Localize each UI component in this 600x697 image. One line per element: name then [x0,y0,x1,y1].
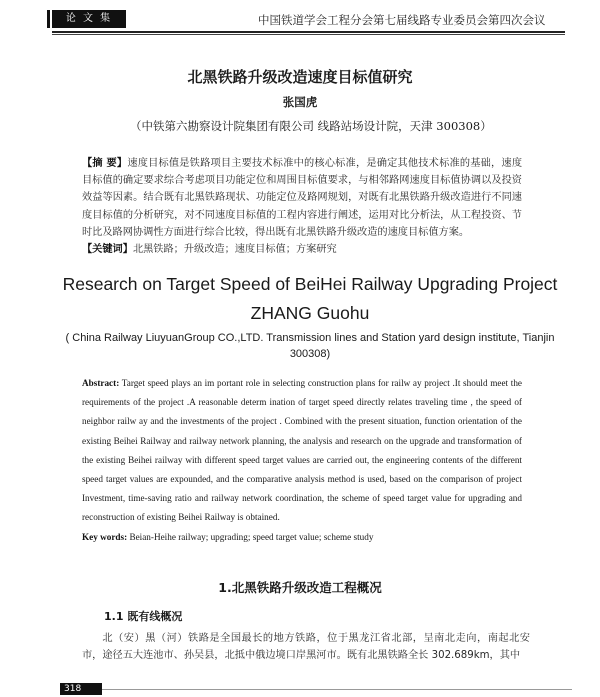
keywords-cn-text: 北黑铁路；升级改造；速度目标值；方案研究 [132,244,337,256]
body-text-block [82,630,530,664]
abstract-en-block [82,374,522,547]
keywords-cn-paragraph [82,241,522,258]
paper-title-cn: 北黑铁路升级改造速度目标值研究 [187,68,413,86]
keywords-en-label: Key words: [82,531,128,542]
paper-title-en-block [40,270,580,328]
journal-header-title: 中国铁道学会工程分会第七届线路专业委员会第四次会议 [258,13,546,27]
affiliation-cn: （中铁第六勘察设计院集团有限公司 线路站场设计院，天津 300308） [130,119,492,133]
section-heading: 1.北黑铁路升级改造工程概况 [218,580,382,595]
abstract-en-label: Abstract: [82,378,120,388]
header-section-tag: 论 文 集 [52,10,126,28]
page-number: 318 [60,683,102,695]
keywords-en-paragraph [82,528,522,547]
abstract-cn-label: 【摘 要】 [82,158,128,169]
subsection-heading: 1.1 既有线概况 [104,610,183,623]
affiliation-en: ( China Railway LiuyuanGroup CO.,LTD. Transmission lines and Station yard design institute, Tianjin 300308) [65,332,555,360]
header-rule-thick [52,31,565,33]
abstract-cn-paragraph [82,155,522,241]
author-en: ZHANG Guohu [250,303,370,323]
keywords-en-text: Beian-Heihe railway; upgrading; speed target value; scheme study [129,531,374,542]
paper-title-en: Research on Target Speed of BeiHei Railway Upgrading Project [62,274,558,294]
keywords-cn-label: 【关键词】 [82,244,133,256]
header-rule-thin [52,34,565,35]
abstract-cn-text: 速度目标值是铁路项目主要技术标准中的核心标准，是确定其他技术标准的基础，速度目标值的确定要求综合考虑项目功能定位和周围目标值要求，与相邻路网速度目标值协调以及投资效益等因素。结合既有北黑铁路现状、功能定位及路网规划，对既有北黑铁路升级改造进行不同速度目标值的分析研究，对不同速度目标值的工程内容进行阐述，运用对比分析法，从工程投资、节时比及路网协调性方面进行综合比较，得出既有北黑铁路升级改造的速度目标值方案。 [82,158,523,238]
abstract-en-paragraph [82,374,522,528]
body-paragraph: 北（安）黑（河）铁路是全国最长的地方铁路，位于黑龙江省北部，呈南北走向，南起北安市，途径五大连池市、孙吴县，北抵中俄边境口岸黑河市。既有北黑铁路全长 302.689km，其中 [82,633,530,661]
author-cn: 张国虎 [282,95,318,109]
abstract-en-text: Target speed plays an im portant role in selecting construction plans for railw ay project .It should meet the requirements of the project .A reasonable determ ination of target speed directly relates traveling time , the speed of neighbor railw ay and the investments of the project . Combined with the present situation, function orientation of the existing Beihei Railway and railway network planning, the analysis and research on the upgrade and transformation of the existing Beihei railway with different speed target values are carried out, the engineering contents of the different speed target values are expounded, and the comparative analysis method is used, based on the comparison of project Investment, time-saving ratio and railway network coordination, the scheme of speed target value for upgrading and reconstruction of existing Beihei Railway is obtained. [82,378,522,523]
footer-rule [102,689,572,690]
abstract-cn-block [82,155,522,258]
